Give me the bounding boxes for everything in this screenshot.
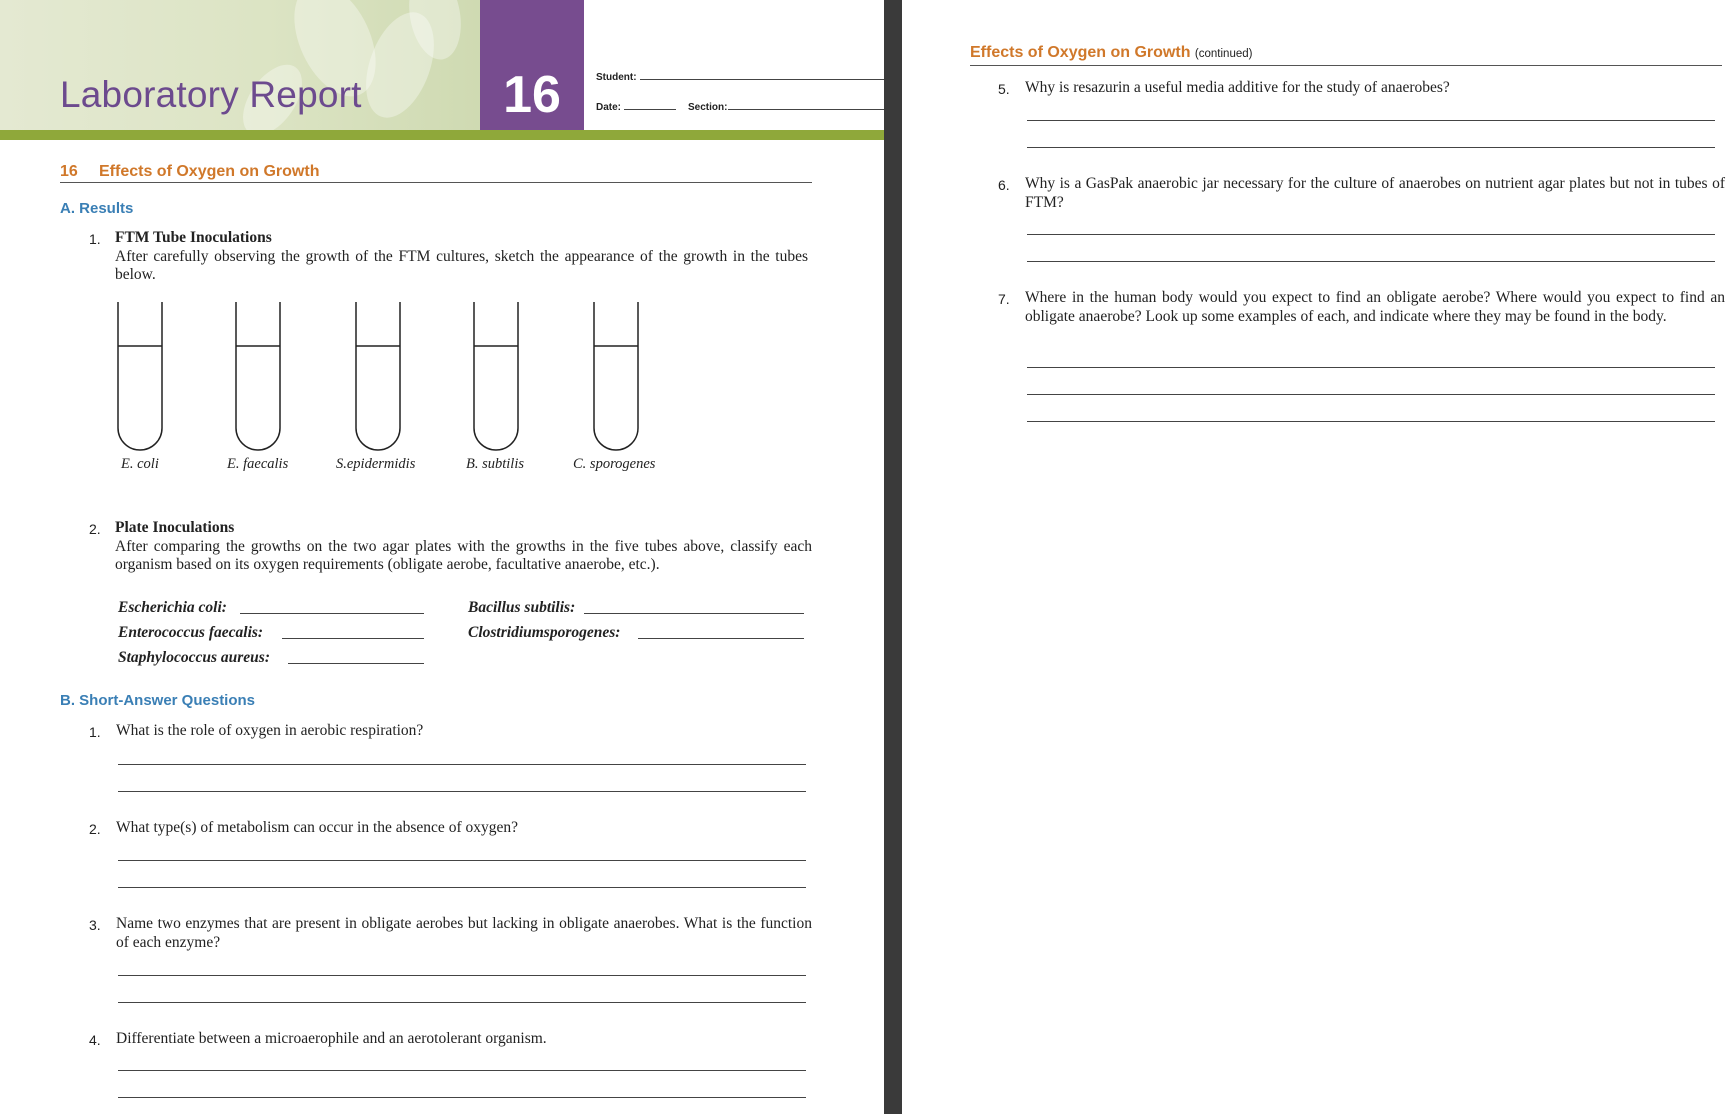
- question-text: Where in the human body would you expect to find an obligate aerobe? Where would you expect to find an obligate anaerobe? Look up some examples of each, and indicate where they may be found in the body.: [1025, 289, 1725, 325]
- answer-line[interactable]: [118, 791, 806, 792]
- exercise-number: 16: [60, 163, 78, 180]
- organism-answer-line[interactable]: [288, 663, 424, 664]
- question-text: What type(s) of metabolism can occur in the absence of oxygen?: [116, 819, 518, 836]
- answer-line[interactable]: [118, 1002, 806, 1003]
- question-number: 7.: [998, 291, 1010, 307]
- organism-label: Clostridiumsporogenes:: [468, 624, 621, 641]
- tube-drawing-5[interactable]: [592, 300, 640, 452]
- organism-answer-line[interactable]: [282, 638, 424, 639]
- question-number: 5.: [998, 81, 1010, 97]
- question-text: What is the role of oxygen in aerobic respiration?: [116, 722, 424, 739]
- tube-label-4: B. subtilis: [466, 456, 525, 472]
- answer-line[interactable]: [118, 975, 806, 976]
- continued-title: Effects of Oxygen on Growth: [970, 44, 1191, 61]
- answer-line[interactable]: [1027, 367, 1715, 368]
- tube-drawing-2[interactable]: [234, 300, 282, 452]
- tube-drawing-4[interactable]: [472, 300, 520, 452]
- organism-label: Escherichia coli:: [118, 599, 227, 616]
- ftm-item: [115, 229, 808, 285]
- results-heading: A. Results: [60, 200, 134, 217]
- answer-line[interactable]: [1027, 394, 1715, 395]
- question-text: Why is resazurin a useful media additive for the study of anaerobes?: [1025, 79, 1450, 96]
- plate-item: [115, 519, 812, 575]
- section-label: Section:: [688, 102, 728, 113]
- answer-line[interactable]: [1027, 421, 1715, 422]
- tube-label-2: E. faecalis: [227, 456, 289, 472]
- ftm-instructions: After carefully observing the growth of the FTM cultures, sketch the appearance of the growth in the tubes below.: [115, 247, 808, 283]
- answer-line[interactable]: [1027, 120, 1715, 121]
- question-number: 1.: [89, 724, 101, 740]
- exercise-title: Effects of Oxygen on Growth: [99, 163, 320, 180]
- item-number: 1.: [89, 231, 101, 247]
- question-number: 4.: [89, 1032, 101, 1048]
- answer-line[interactable]: [118, 764, 806, 765]
- question-number: 2.: [89, 821, 101, 837]
- question-number: 3.: [89, 917, 101, 933]
- report-page-right: [902, 0, 1728, 1114]
- ftm-title: FTM Tube Inoculations: [115, 229, 272, 246]
- exercise-rule: [60, 182, 812, 183]
- date-field[interactable]: [624, 109, 676, 110]
- tube-label-5: C. sporogenes: [573, 456, 656, 472]
- report-title: Laboratory Report: [60, 74, 362, 115]
- continued-rule: [970, 65, 1722, 66]
- answer-line[interactable]: [118, 1070, 806, 1071]
- organism-label: Enterococcus faecalis:: [118, 624, 264, 641]
- student-label: Student:: [596, 72, 637, 83]
- answer-line[interactable]: [1027, 234, 1715, 235]
- answer-line[interactable]: [1027, 147, 1715, 148]
- answer-line[interactable]: [1027, 261, 1715, 262]
- continued-heading: [970, 44, 1252, 62]
- question-number: 6.: [998, 177, 1010, 193]
- question-text: Why is a GasPak anaerobic jar necessary for the culture of anaerobes on nutrient agar plates but not in tubes of FTM?: [1025, 175, 1725, 211]
- tube-drawing-3[interactable]: [354, 300, 402, 452]
- item-number: 2.: [89, 521, 101, 537]
- organism-answer-line[interactable]: [240, 613, 424, 614]
- tube-label-1: E. coli: [121, 456, 159, 472]
- date-label: Date:: [596, 102, 622, 113]
- question-text: Name two enzymes that are present in obligate aerobes but lacking in obligate anaerobes. What is the function of each enzyme?: [116, 915, 812, 951]
- continued-suffix: (continued): [1194, 48, 1253, 60]
- organism-label: Staphylococcus aureus:: [118, 649, 270, 666]
- answer-line[interactable]: [118, 887, 806, 888]
- student-field[interactable]: [640, 79, 884, 80]
- organism-answer-line[interactable]: [638, 638, 804, 639]
- organism-answer-line[interactable]: [584, 613, 804, 614]
- organism-label: Bacillus subtilis:: [468, 599, 576, 616]
- plate-instructions: After comparing the growths on the two agar plates with the growths in the five tubes above, classify each organism based on its oxygen requirements (obligate aerobe, facultative anaerobe, etc.).: [115, 537, 812, 573]
- tube-drawing-1[interactable]: [116, 300, 164, 452]
- plate-title: Plate Inoculations: [115, 519, 235, 536]
- question-text: Differentiate between a microaerophile and an aerotolerant organism.: [116, 1030, 547, 1047]
- tube-label-3: S.epidermidis: [336, 456, 416, 472]
- answer-line[interactable]: [118, 1097, 806, 1098]
- lab-number: 16: [480, 0, 584, 140]
- page-gutter: [884, 0, 902, 1114]
- section-field[interactable]: [728, 109, 884, 110]
- header-divider: [0, 130, 884, 140]
- answer-line[interactable]: [118, 860, 806, 861]
- short-answer-heading: B. Short-Answer Questions: [60, 692, 256, 709]
